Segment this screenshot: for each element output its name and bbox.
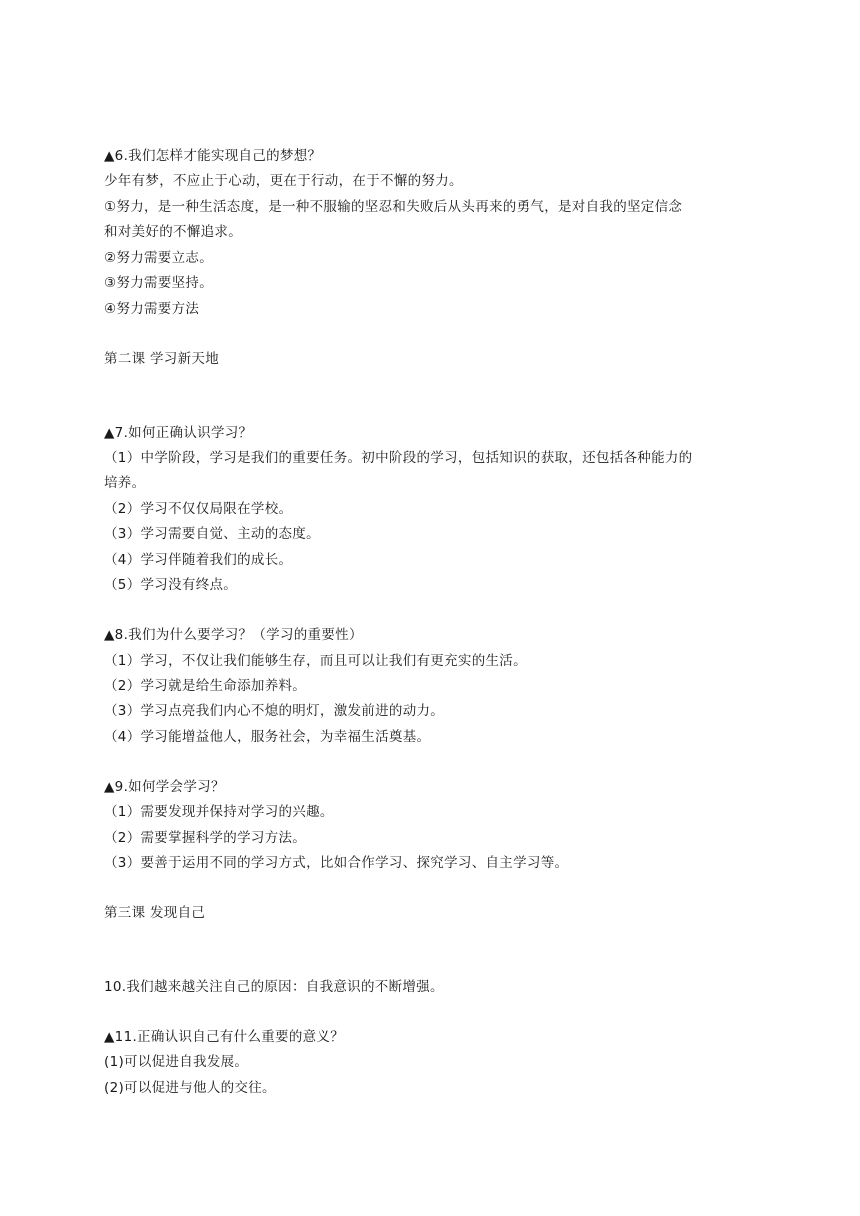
q8-item-3: （3）学习点亮我们内心不熄的明灯，激发前进的动力。 (104, 703, 445, 719)
q6-point-4: ④努力需要方法 (104, 301, 200, 317)
q10-title: 10.我们越来越关注自己的原因：自我意识的不断增强。 (104, 979, 444, 995)
q6-point-3: ③努力需要坚持。 (104, 275, 214, 291)
q7-item-1-line-2: 培养。 (104, 475, 146, 491)
q7-item-2: （2）学习不仅仅局限在学校。 (104, 501, 293, 517)
lesson-2-heading: 第二课 学习新天地 (104, 351, 219, 367)
q7-item-4: （4）学习伴随着我们的成长。 (104, 552, 293, 568)
q6-point-1-line-1: ①努力，是一种生活态度，是一种不服输的坚忍和失败后从头再来的勇气，是对自我的坚定信念 (104, 199, 683, 215)
q7-item-1-line-1: （1）中学阶段，学习是我们的重要任务。初中阶段的学习，包括知识的获取，还包括各种能力的 (104, 450, 693, 466)
q9-item-1: （1）需要发现并保持对学习的兴趣。 (104, 804, 334, 820)
q8-item-4: （4）学习能增益他人，服务社会，为幸福生活奠基。 (104, 729, 431, 745)
q9-item-3: （3）要善于运用不同的学习方式，比如合作学习、探究学习、自主学习等。 (104, 855, 569, 871)
q8-item-2: （2）学习就是给生命添加养料。 (104, 678, 307, 694)
q7-title: ▲7.如何正确认识学习？ (104, 425, 253, 441)
q7-item-3: （3）学习需要自觉、主动的态度。 (104, 526, 320, 542)
q11-item-2: (2)可以促进与他人的交往。 (104, 1080, 276, 1096)
lesson-3-heading: 第三课 发现自己 (104, 905, 206, 921)
q8-title: ▲8.我们为什么要学习？（学习的重要性） (104, 627, 363, 643)
q9-item-2: （2）需要掌握科学的学习方法。 (104, 830, 307, 846)
q7-item-5: （5）学习没有终点。 (104, 577, 238, 593)
q11-item-1: (1)可以促进自我发展。 (104, 1054, 249, 1070)
q6-point-2: ②努力需要立志。 (104, 250, 214, 266)
q11-title: ▲11.正确认识自己有什么重要的意义？ (104, 1029, 345, 1045)
q9-title: ▲9.如何学会学习？ (104, 779, 225, 795)
q6-point-1-line-2: 和对美好的不懈追求。 (104, 224, 242, 240)
q6-title: ▲6.我们怎样才能实现自己的梦想？ (104, 148, 322, 164)
q6-intro: 少年有梦，不应止于心动，更在于行动，在于不懈的努力。 (104, 173, 463, 189)
q8-item-1: （1）学习，不仅让我们能够生存，而且可以让我们有更充实的生活。 (104, 653, 527, 669)
